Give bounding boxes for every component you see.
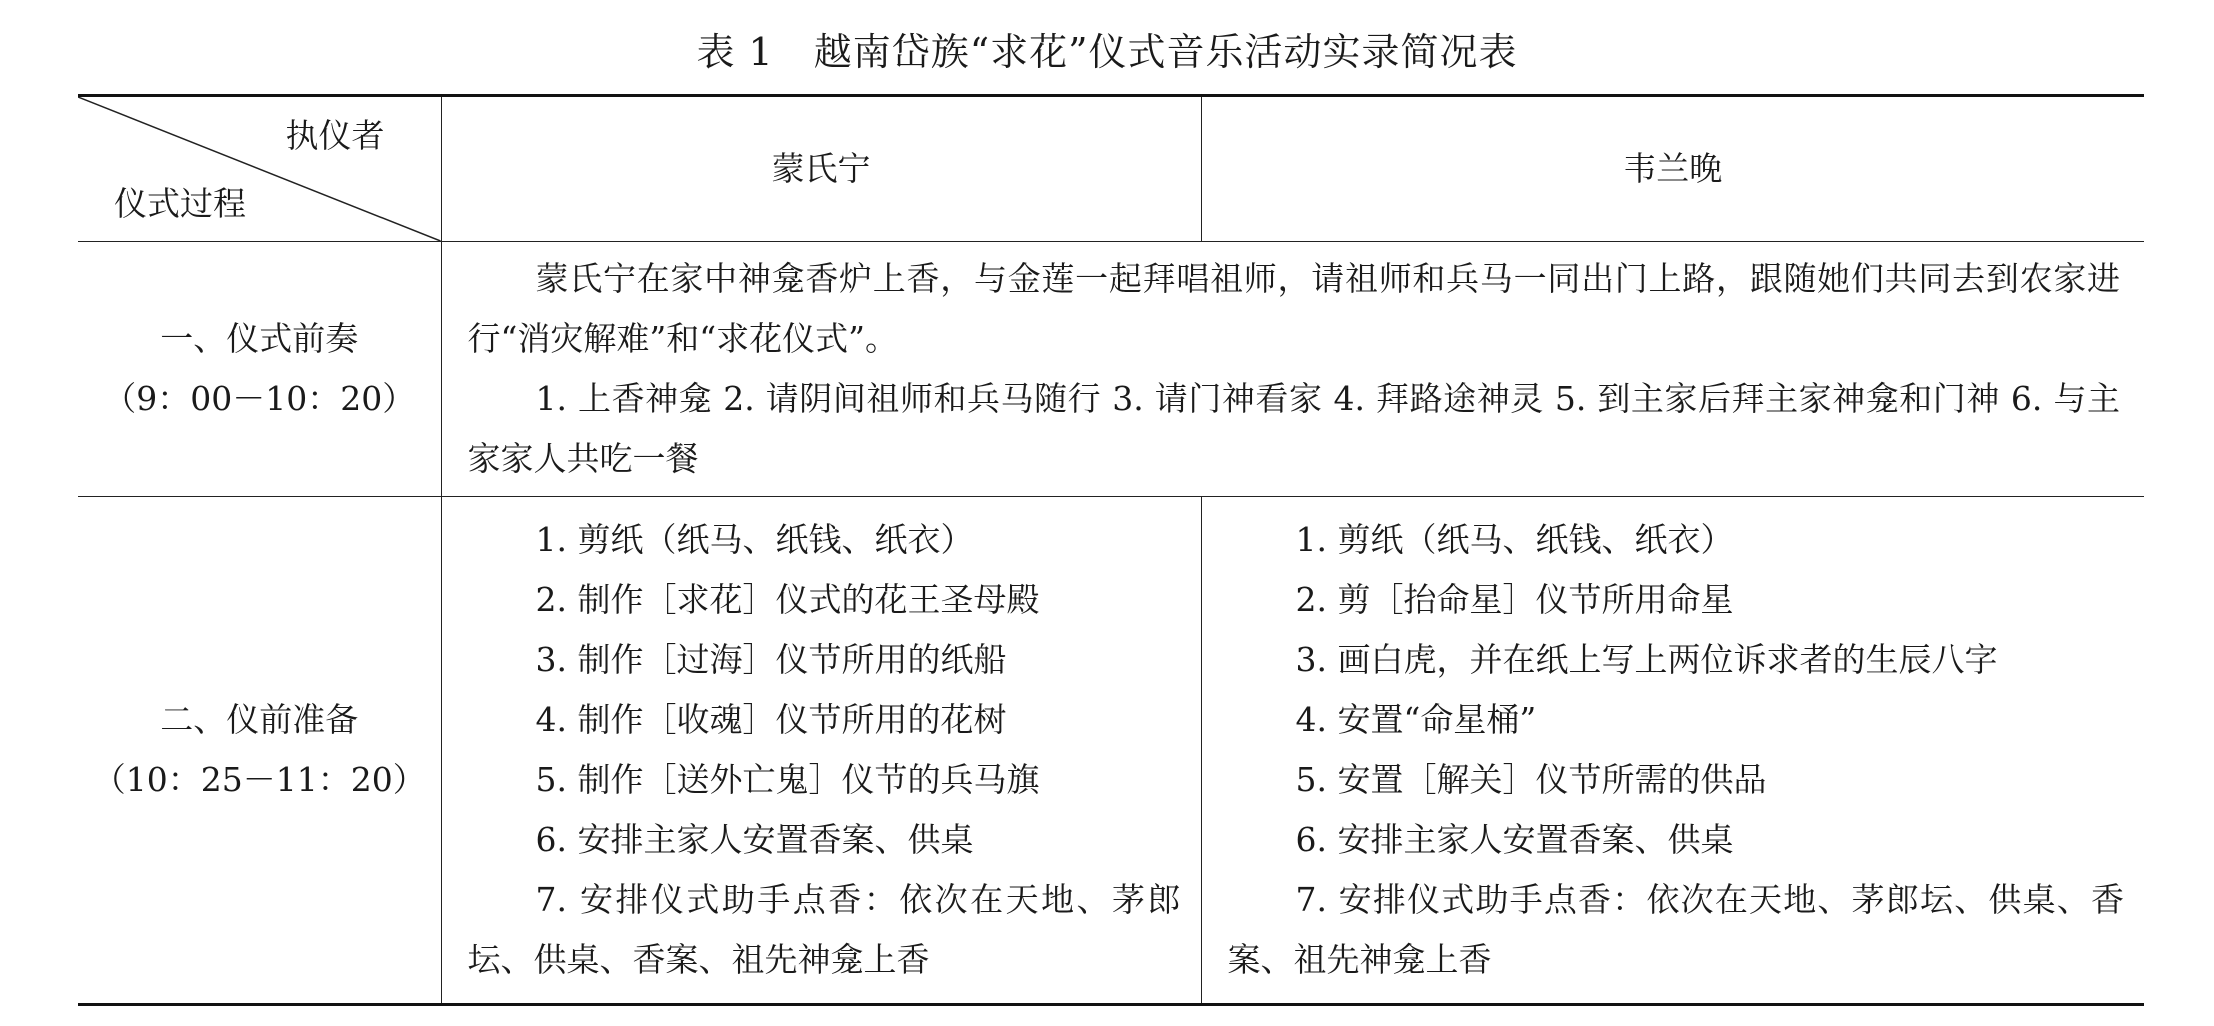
header-performer2: 韦兰晚 <box>1201 96 2144 242</box>
list-item: 2. 制作［求花］仪式的花王圣母殿 <box>535 580 1040 619</box>
performer2-prep-list <box>1202 510 2145 990</box>
ritual-table <box>78 94 2144 1006</box>
list-item: 5. 制作［送外亡鬼］仪节的兵马旗 <box>535 760 1040 799</box>
list-item: 1. 剪纸（纸马、纸钱、纸衣） <box>1295 520 1734 559</box>
list-item: 3. 制作［过海］仪节所用的纸船 <box>535 640 1007 679</box>
table-row <box>78 242 2144 497</box>
stage-cell <box>78 497 441 1005</box>
diagonal-header-cell <box>78 96 441 242</box>
table-row <box>78 497 2144 1005</box>
stage-time: （10：25－11：20） <box>92 760 426 799</box>
stage-name: 二、仪前准备 <box>160 700 359 739</box>
stage-steps: 1. 上香神龛 2. 请阴间祖师和兵马随行 3. 请门神看家 4. 拜路途神灵 5. 到主家后拜主家神龛和门神 6. 与主家家人共吃一餐 <box>467 379 2120 478</box>
header-performer-label: 执仪者 <box>285 116 385 155</box>
list-item: 4. 制作［收魂］仪节所用的花树 <box>535 700 1007 739</box>
stage-description: 蒙氏宁在家中神龛香炉上香，与金莲一起拜唱祖师，请祖师和兵马一同出门上路，跟随她们共同去到农家进行“消灾解难”和“求花仪式”。 <box>467 259 2120 358</box>
list-item: 6. 安排主家人安置香案、供桌 <box>1295 820 1734 859</box>
performer2-prep-cell <box>1201 497 2144 1005</box>
list-item: 4. 安置“命星桶” <box>1295 700 1537 739</box>
list-item: 2. 剪［抬命星］仪节所用命星 <box>1295 580 1734 619</box>
header-performer1: 蒙氏宁 <box>441 96 1201 242</box>
list-item: 5. 安置［解关］仪节所需的供品 <box>1295 760 1767 799</box>
list-item: 7. 安排仪式助手点香：依次在天地、茅郎坛、供桌、香案、祖先神龛上香 <box>467 880 1181 979</box>
header-process-label: 仪式过程 <box>114 184 246 223</box>
list-item: 1. 剪纸（纸马、纸钱、纸衣） <box>535 520 974 559</box>
stage-time: （9：00－10：20） <box>103 379 416 418</box>
table-number: 表 1 <box>696 30 774 74</box>
merged-content-cell <box>441 242 2144 497</box>
list-item: 6. 安排主家人安置香案、供桌 <box>535 820 974 859</box>
list-item: 7. 安排仪式助手点香：依次在天地、茅郎坛、供桌、香案、祖先神龛上香 <box>1227 880 2124 979</box>
header-row <box>78 96 2144 242</box>
table-title: 越南岱族“求花”仪式音乐活动实录简况表 <box>813 30 1518 74</box>
stage-cell <box>78 242 441 497</box>
table-caption <box>0 22 2214 82</box>
performer1-prep-cell <box>441 497 1201 1005</box>
list-item: 3. 画白虎，并在纸上写上两位诉求者的生辰八字 <box>1295 640 1998 679</box>
stage-name: 一、仪式前奏 <box>160 319 359 358</box>
performer1-prep-list <box>442 510 1201 990</box>
